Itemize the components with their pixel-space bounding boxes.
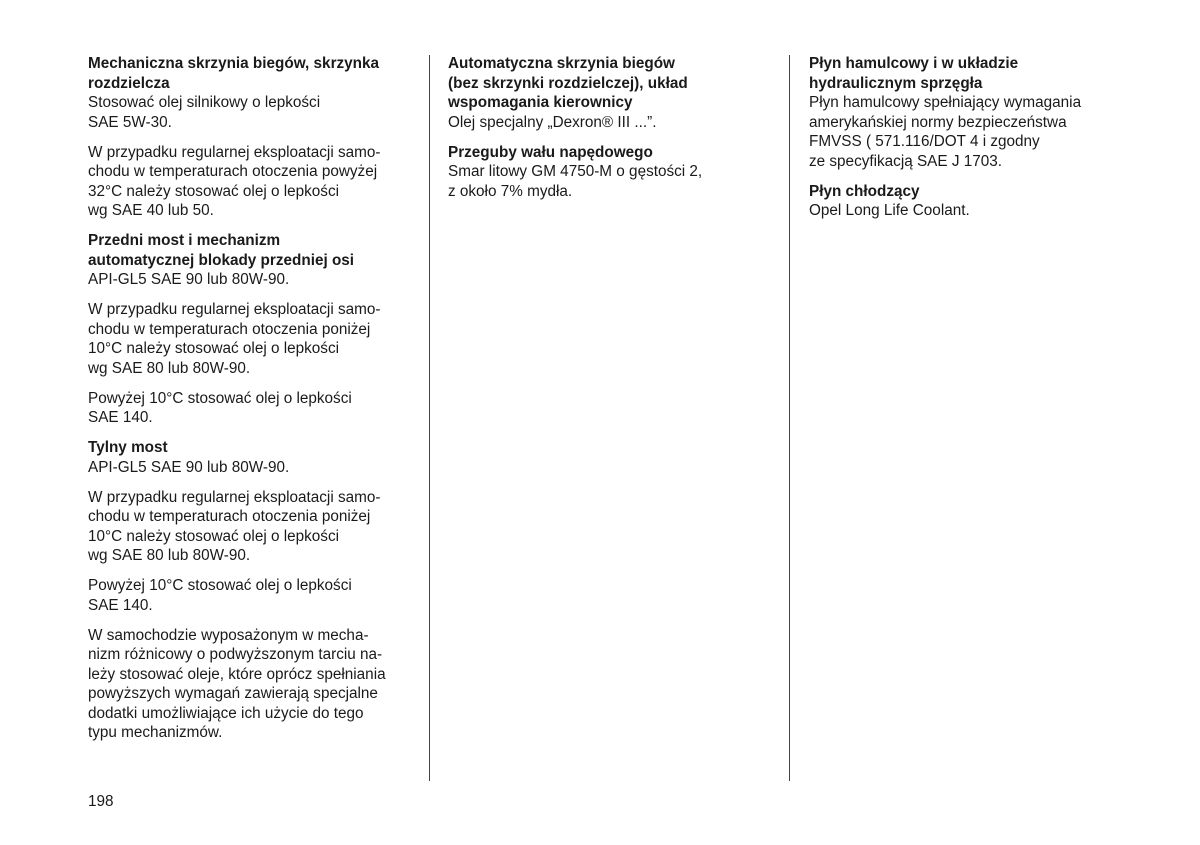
section-paragraph: Olej specjalny „Dexron® III ...”. — [448, 113, 657, 131]
section-paragraph: Powyżej 10°C stosować olej o lepkości SAE 140. — [88, 577, 352, 614]
section-paragraph: W przypadku regularnej eksploatacji samo- chodu w temperaturach otoczenia poniżej 10°C należy stosować olej o lepkości wg SAE 80 lub 80W-90. — [88, 488, 381, 564]
section-front-axle — [88, 231, 413, 428]
column-middle — [448, 54, 748, 212]
section-paragraph: W przypadku regularnej eksploatacji samo- chodu w temperaturach otoczenia poniżej 10°C należy stosować olej o lepkości wg SAE 80 lub 80W-90. — [88, 301, 381, 377]
column-right — [809, 54, 1129, 231]
section-heading: Tylny most — [88, 439, 168, 456]
section-paragraph: Powyżej 10°C stosować olej o lepkości SAE 140. — [88, 389, 352, 426]
section-heading: Przedni most i mechanizm automatycznej blokady przedniej osi — [88, 232, 355, 269]
section-paragraph: Stosować olej silnikowy o lepkości SAE 5W-30. — [88, 94, 321, 131]
section-paragraph: W przypadku regularnej eksploatacji samo- chodu w temperaturach otoczenia powyżej 32°C należy stosować olej o lepkości wg SAE 40 lub 50. — [88, 143, 381, 219]
section-paragraph: Smar litowy GM 4750-M o gęstości 2, z około 7% mydła. — [448, 163, 703, 200]
section-paragraph: API-GL5 SAE 90 lub 80W-90. — [88, 458, 290, 476]
section-automatic-gearbox — [448, 54, 748, 132]
section-coolant — [809, 182, 1129, 221]
section-brake-fluid — [809, 54, 1129, 171]
section-driveshaft-joints — [448, 143, 748, 202]
column-left — [88, 54, 413, 753]
column-divider — [429, 55, 430, 781]
section-rear-axle — [88, 438, 413, 743]
section-paragraph: Płyn hamulcowy spełniający wymagania amerykańskiej normy bezpieczeństwa FMVSS ( 571.116/DOT 4 i zgodny ze specyfikacją SAE J 1703. — [809, 94, 1082, 170]
section-heading: Płyn chłodzący — [809, 182, 920, 200]
page-number: 198 — [88, 793, 114, 810]
section-paragraph: Opel Long Life Coolant. — [809, 202, 970, 219]
section-heading: Płyn hamulcowy i w układzie hydraulicznym sprzęgła — [809, 55, 1019, 92]
section-paragraph: W samochodzie wyposażonym w mecha- nizm różnicowy o podwyższonym tarciu na- leży stosować oleje, które oprócz spełniania powyższych wymagań zawierają specjalne dodatki umożliwiające ich użycie do tego typu mechanizmów. — [88, 626, 386, 741]
section-paragraph: API-GL5 SAE 90 lub 80W-90. — [88, 271, 290, 288]
column-divider — [789, 55, 790, 781]
section-heading: Przeguby wału napędowego — [448, 143, 653, 161]
section-heading: Mechaniczna skrzynia biegów, skrzynka rozdzielcza — [88, 55, 380, 92]
section-heading: Automatyczna skrzynia biegów (bez skrzynki rozdzielczej), układ wspomagania kierownicy — [448, 55, 688, 111]
section-manual-gearbox — [88, 54, 413, 221]
